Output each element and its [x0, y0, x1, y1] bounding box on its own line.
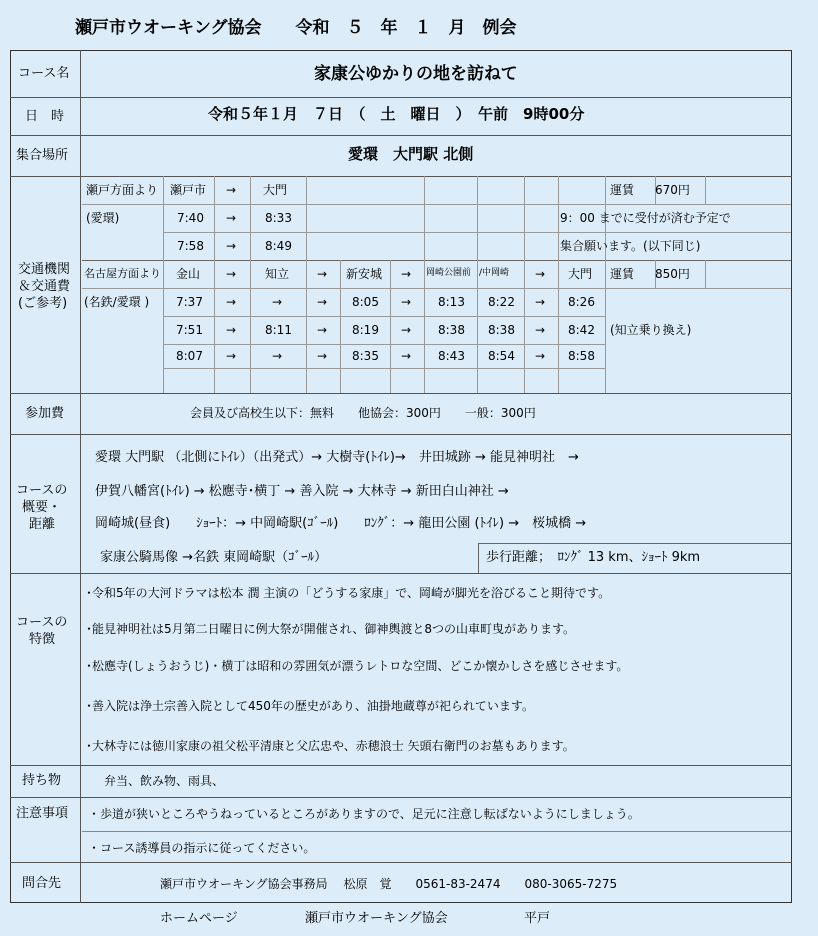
label-features-2: 特徴	[29, 632, 56, 647]
summary-line-1: 愛環 大門駅 （北側にﾄｲﾚ）（出発式）→ 大樹寺(ﾄｲﾚ)→ 井田城跡 → 能見神明社 →	[95, 450, 579, 465]
seto-fare: 670円	[655, 183, 690, 197]
nagoya-station-4: 新安城	[346, 267, 383, 281]
summary-line-2: 伊賀八幡宮(ﾄｲﾚ) → 松應寺･横丁 → 善入院 → 大林寺 → 新田白山神社 →	[95, 484, 509, 499]
seto-time-2a: 7:58	[177, 239, 204, 253]
label-course-name: コース名	[18, 66, 70, 81]
nagoya-r1-c0: 7:37	[176, 295, 203, 309]
label-features-1: コースの	[16, 615, 68, 630]
nagoya-r3-c1: →	[226, 349, 237, 363]
nagoya-r1-c9: 8:26	[568, 295, 595, 309]
nagoya-r2-c7: 8:38	[488, 323, 515, 337]
meeting-value: 愛環 大門駅 北側	[348, 145, 474, 163]
label-contact: 問合先	[22, 876, 62, 891]
nagoya-station-0: 金山	[176, 267, 201, 281]
footer-site-name: 瀬戸市ウオーキング協会	[305, 911, 448, 926]
page-title: 瀬戸市ウオーキング協会 令和 ５ 年 １ 月 例会	[75, 18, 517, 38]
nagoya-r3-c6: 8:43	[438, 349, 465, 363]
seto-time-1a: 7:40	[177, 211, 204, 225]
nagoya-r3-c7: 8:54	[488, 349, 515, 363]
nagoya-r3-c5: →	[401, 349, 412, 363]
label-datetime: 日 時	[25, 109, 65, 124]
note-line-1: ・歩道が狭いところやうねっているところがありますので、足元に注意し転ばないようにしましょう。	[88, 807, 640, 821]
nagoya-r3-c2: →	[272, 349, 283, 363]
footer-person: 平戸	[524, 911, 551, 926]
feature-item-1: ･令和5年の大河ドラマは松本 潤 主演の「どうする家康」で、岡崎が脚光を浴びること期待です。	[86, 586, 611, 600]
belongings-value: 弁当、飲み物、雨具、	[104, 774, 225, 788]
seto-note-1: 9：00 までに受付が済む予定で	[560, 211, 731, 225]
seto-time-1b: →	[226, 211, 237, 225]
label-belongings: 持ち物	[22, 773, 62, 788]
nagoya-r2-c5: →	[401, 323, 412, 337]
nagoya-r2-c6: 8:38	[438, 323, 465, 337]
seto-time-2c: 8:49	[265, 239, 292, 253]
label-fee: 参加費	[25, 406, 65, 421]
nagoya-note: (知立乗り換え)	[610, 323, 692, 337]
seto-time-2b: →	[226, 239, 237, 253]
label-summary-3: 距離	[29, 517, 56, 532]
nagoya-r1-c5: →	[401, 295, 412, 309]
nagoya-station-5: →	[401, 267, 412, 281]
nagoya-r3-c0: 8:07	[176, 349, 203, 363]
seto-arrow: →	[226, 183, 237, 197]
summary-line-4: 家康公騎馬像 →名鉄 東岡崎駅（ｺﾞｰﾙ）	[100, 550, 328, 565]
seto-time-1c: 8:33	[265, 211, 292, 225]
nagoya-r1-c4: 8:05	[352, 295, 379, 309]
nagoya-r2-c4: 8:19	[352, 323, 379, 337]
nagoya-r2-c0: 7:51	[176, 323, 203, 337]
contact-value: 瀬戸市ウオーキング協会事務局 松原 覚 0561-83-2474 080-3065-7275	[160, 877, 618, 891]
nagoya-station-2: 知立	[265, 267, 290, 281]
course-name-value: 家康公ゆかりの地を訪ねて	[314, 64, 518, 84]
nagoya-station-9: 大門	[568, 267, 593, 281]
nagoya-r2-c9: 8:42	[568, 323, 595, 337]
nagoya-r3-c4: 8:35	[352, 349, 379, 363]
nagoya-station-7: /中岡崎	[479, 268, 510, 278]
seto-station-start: 瀬戸市	[170, 183, 207, 197]
nagoya-r1-c8: →	[535, 295, 546, 309]
distance: 歩行距離； ﾛﾝｸﾞ 13 km、ｼｮｰﾄ 9km	[486, 550, 701, 565]
seto-origin-line: (愛環)	[86, 211, 120, 225]
nagoya-r1-c6: 8:13	[438, 295, 465, 309]
nagoya-r2-c8: →	[535, 323, 546, 337]
nagoya-r2-c2: 8:11	[265, 323, 292, 337]
nagoya-station-1: →	[226, 267, 237, 281]
nagoya-station-6: 岡崎公園前	[426, 268, 472, 278]
label-summary-2: 概要・	[22, 500, 62, 515]
nagoya-r2-c3: →	[317, 323, 328, 337]
nagoya-r1-c1: →	[226, 295, 237, 309]
datetime-value: 令和５年１月 ７日 （ 土 曜日 ） 午前 9時00分	[208, 105, 585, 123]
fee-value: 会員及び高校生以下：無料 他協会：300円 一般：300円	[190, 406, 536, 420]
label-notes: 注意事項	[16, 806, 69, 821]
seto-fare-label: 運賃	[610, 183, 635, 197]
summary-line-3: 岡崎城(昼食) ｼｮｰﾄ：→ 中岡崎駅(ｺﾞｰﾙ) ﾛﾝｸﾞ：→ 龍田公園 (ﾄｲﾚ) → 桜城橋 →	[95, 516, 587, 531]
nagoya-station-8: →	[535, 267, 546, 281]
nagoya-r3-c3: →	[317, 349, 328, 363]
feature-item-5: ･大林寺には徳川家康の祖父松平清康と父広忠や、赤穂浪士 矢頭右衛門のお墓もあります。	[86, 739, 575, 753]
label-transport-2: ＆交通費	[18, 279, 71, 294]
nagoya-r3-c8: →	[535, 349, 546, 363]
seto-station-end: 大門	[263, 183, 288, 197]
nagoya-r3-c9: 8:58	[568, 349, 595, 363]
label-meeting: 集合場所	[16, 148, 69, 163]
seto-note-2: 集合願います。(以下同じ)	[560, 239, 701, 253]
label-summary-1: コースの	[16, 483, 68, 498]
seto-origin: 瀬戸方面より	[86, 183, 159, 197]
note-line-2: ・コース誘導員の指示に従ってください。	[88, 841, 316, 855]
nagoya-r1-c2: →	[272, 295, 283, 309]
nagoya-fare: 850円	[655, 267, 690, 281]
nagoya-r2-c1: →	[226, 323, 237, 337]
feature-item-4: ･善入院は浄土宗善入院として450年の歴史があり、油掛地蔵尊が祀られています。	[86, 699, 534, 713]
nagoya-r1-c3: →	[317, 295, 328, 309]
feature-item-2: ･能見神明社は5月第二日曜日に例大祭が開催され、御神輿渡と8つの山車町曳があります。	[86, 622, 576, 636]
feature-item-3: ･松應寺(しょうおうじ)・横丁は昭和の雰囲気が漂うレトロな空間、どこか懐かしさを感じさせます。	[86, 659, 629, 673]
nagoya-origin: 名古屋方面より	[84, 267, 161, 280]
nagoya-r1-c7: 8:22	[488, 295, 515, 309]
nagoya-fare-label: 運賃	[610, 267, 635, 281]
nagoya-origin-line: (名鉄/愛環 )	[84, 295, 150, 309]
label-transport-1: 交通機関	[18, 262, 71, 277]
footer-homepage[interactable]: ホームページ	[160, 911, 238, 926]
label-transport-3: (ご参考)	[18, 296, 68, 311]
nagoya-station-3: →	[317, 267, 328, 281]
